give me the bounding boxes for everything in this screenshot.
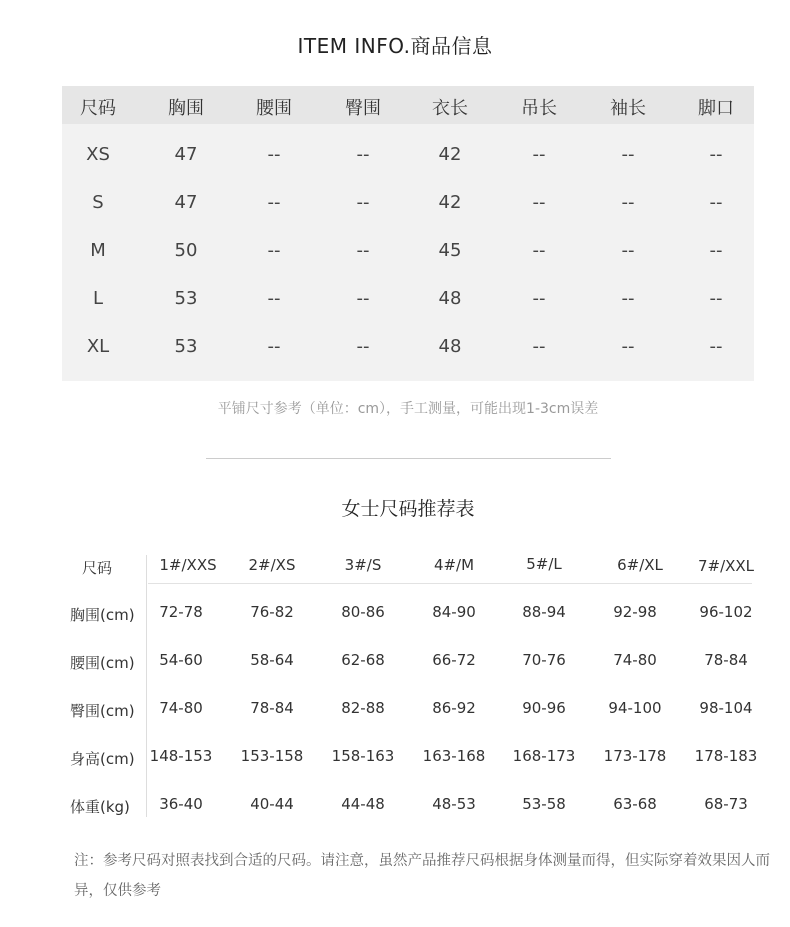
table-cell: -- <box>267 336 281 357</box>
table-cell: -- <box>709 144 723 165</box>
table-cell: 96-102 <box>699 603 753 621</box>
size-column-header: 5#/L <box>526 555 562 573</box>
table-cell: -- <box>532 192 546 213</box>
table-cell: 74-80 <box>613 651 657 669</box>
size-column-header: 6#/XL <box>617 556 663 574</box>
table-cell: 90-96 <box>522 699 566 717</box>
table-cell: XS <box>86 144 110 165</box>
table-cell: -- <box>356 288 370 309</box>
table-cell: 92-98 <box>613 603 657 621</box>
measurement-label: 身高(cm) <box>70 750 135 768</box>
size-table <box>62 86 754 381</box>
table-cell: 48 <box>438 336 462 357</box>
table-cell: M <box>90 240 106 261</box>
table-cell: 62-68 <box>341 651 385 669</box>
table-cell: 168-173 <box>512 747 576 765</box>
table-cell: -- <box>267 144 281 165</box>
table-cell: -- <box>356 192 370 213</box>
measurement-label: 体重(kg) <box>70 798 130 816</box>
table-cell: L <box>92 288 104 309</box>
table-cell: 178-183 <box>694 747 758 765</box>
size-column-header: 3#/S <box>344 556 382 574</box>
table-cell: -- <box>709 288 723 309</box>
table-cell: -- <box>267 288 281 309</box>
table-cell: 84-90 <box>432 603 476 621</box>
size-column-header: 2#/XS <box>248 556 296 574</box>
table-cell: -- <box>709 336 723 357</box>
table-cell: 36-40 <box>159 795 203 813</box>
table-cell: 54-60 <box>159 651 203 669</box>
table-cell: 74-80 <box>159 699 203 717</box>
table-cell: 148-153 <box>149 747 213 765</box>
table-cell: 40-44 <box>250 795 294 813</box>
size-header-label: 尺码 <box>82 559 113 577</box>
column-divider <box>146 555 147 817</box>
table-cell: -- <box>621 336 635 357</box>
size-table-header-cell: 脚口 <box>698 98 734 119</box>
table-cell: 53-58 <box>522 795 566 813</box>
table-cell: 66-72 <box>432 651 476 669</box>
measurement-label: 腰围(cm) <box>70 654 135 672</box>
table-cell: XL <box>86 336 110 357</box>
size-table-header-cell: 吊长 <box>521 98 557 119</box>
size-table-header-cell: 胸围 <box>168 98 204 119</box>
table-cell: 78-84 <box>250 699 294 717</box>
table-cell: 42 <box>438 144 462 165</box>
table-cell: 158-163 <box>331 747 395 765</box>
table-cell: -- <box>709 240 723 261</box>
measurement-label: 胸围(cm) <box>70 606 135 624</box>
table-cell: 63-68 <box>613 795 657 813</box>
size-recommend-title: 女士尺码推荐表 <box>341 498 475 520</box>
table-cell: 80-86 <box>341 603 385 621</box>
table-cell: 48-53 <box>432 795 476 813</box>
table-cell: 72-78 <box>159 603 203 621</box>
size-table-header <box>62 86 754 124</box>
table-cell: 78-84 <box>704 651 748 669</box>
table-cell: 153-158 <box>240 747 304 765</box>
table-cell: 47 <box>174 192 198 213</box>
table-cell: -- <box>621 288 635 309</box>
table-cell: S <box>92 192 104 213</box>
section-divider <box>206 458 611 459</box>
item-info-title: ITEM INFO.商品信息 <box>297 34 493 58</box>
size-column-header: 7#/XXL <box>697 557 755 575</box>
table-cell: 44-48 <box>341 795 385 813</box>
table-cell: -- <box>356 144 370 165</box>
table-cell: -- <box>621 192 635 213</box>
table-cell: 42 <box>438 192 462 213</box>
table-cell: -- <box>621 240 635 261</box>
size-table-header-cell: 袖长 <box>610 98 646 119</box>
table-cell: 45 <box>438 240 462 261</box>
table-cell: -- <box>267 192 281 213</box>
table-cell: -- <box>709 192 723 213</box>
table-cell: -- <box>356 336 370 357</box>
table-cell: 86-92 <box>432 699 476 717</box>
size-table-header-cell: 尺码 <box>80 98 116 119</box>
table-cell: 53 <box>174 288 198 309</box>
size-table-header-cell: 腰围 <box>256 98 292 119</box>
size-table-header-cell: 臀围 <box>345 98 381 119</box>
table-cell: 70-76 <box>522 651 566 669</box>
table-cell: 68-73 <box>704 795 748 813</box>
measurement-label: 臀围(cm) <box>70 702 135 720</box>
table-cell: 82-88 <box>341 699 385 717</box>
measurement-note: 平铺尺寸参考（单位：cm），手工测量，可能出现1-3cm误差 <box>217 401 599 417</box>
recommend-note: 注：参考尺码对照表找到合适的尺码。请注意，虽然产品推荐尺码根据身体测量而得，但实际穿着效果因人而异，仅供参考 <box>74 853 770 899</box>
table-cell: 163-168 <box>422 747 486 765</box>
table-cell: -- <box>532 240 546 261</box>
table-cell: -- <box>532 288 546 309</box>
table-cell: -- <box>532 336 546 357</box>
table-cell: 88-94 <box>522 603 566 621</box>
table-cell: 76-82 <box>250 603 294 621</box>
table-cell: 48 <box>438 288 462 309</box>
table-cell: 94-100 <box>608 699 662 717</box>
table-cell: -- <box>267 240 281 261</box>
header-divider <box>148 583 752 584</box>
table-cell: -- <box>621 144 635 165</box>
table-cell: 53 <box>174 336 198 357</box>
size-table-header-cell: 衣长 <box>432 98 468 119</box>
table-cell: 47 <box>174 144 198 165</box>
size-column-header: 1#/XXS <box>159 556 217 574</box>
table-cell: 58-64 <box>250 651 294 669</box>
table-cell: -- <box>356 240 370 261</box>
table-cell: 50 <box>174 240 198 261</box>
table-cell: 173-178 <box>603 747 667 765</box>
table-cell: 98-104 <box>699 699 753 717</box>
table-cell: -- <box>532 144 546 165</box>
size-column-header: 4#/M <box>433 556 475 574</box>
